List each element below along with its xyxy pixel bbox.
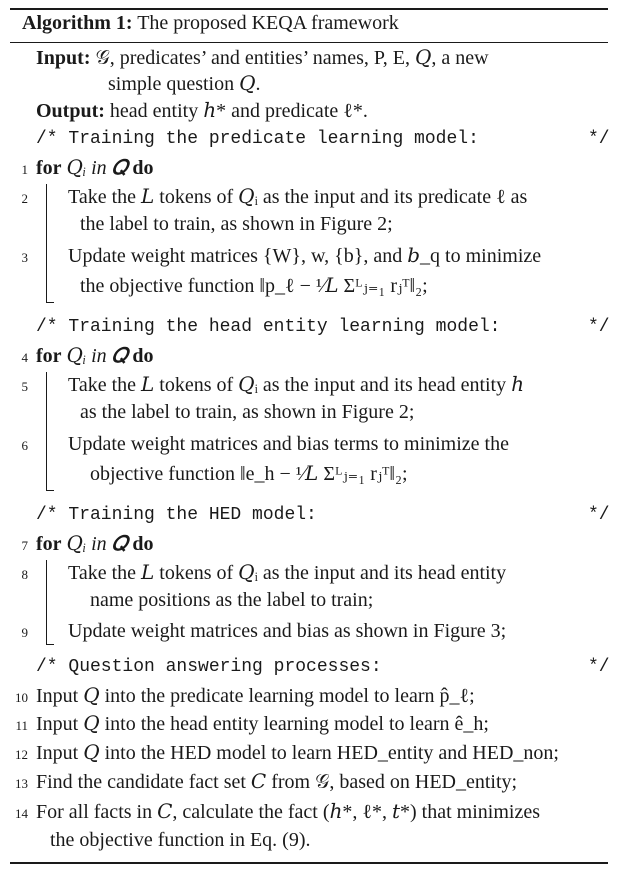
comment-end-2: */	[588, 317, 610, 337]
input-line-2: simple question 𝑄.	[108, 73, 261, 95]
header-rule	[10, 42, 608, 43]
line-number-12: 12	[15, 747, 28, 762]
for-keyword: for	[36, 157, 62, 179]
line-number-1: 1	[21, 162, 28, 177]
output-keyword: Output:	[36, 100, 105, 122]
step-14b: the objective function in Eq. (9).	[50, 829, 311, 851]
line-number-14: 14	[15, 806, 28, 821]
comment-end-3: */	[588, 505, 610, 525]
step-5b: as the label to train, as shown in Figure 2;	[80, 401, 415, 423]
output-text: head entity ℎ* and predicate ℓ*.	[109, 100, 368, 122]
line-number-13: 13	[15, 776, 28, 791]
line-number-5: 5	[21, 379, 28, 394]
step-8a: Take the 𝐿 tokens of 𝑄ᵢ as the input and its head entity	[68, 562, 507, 584]
loop-tick-2	[46, 490, 54, 491]
line-number-4: 4	[21, 350, 28, 365]
bottom-rule	[10, 862, 608, 864]
step-3b: the objective function ‖p_ℓ − ¹⁄𝐿 Σᴸⱼ₌₁ rⱼᵀ‖₂;	[80, 275, 428, 297]
step-5a: Take the 𝐿 tokens of 𝑄ᵢ as the input and its head entity ℎ	[68, 374, 524, 396]
comment-end-1: */	[588, 129, 610, 149]
loop-set: 𝑄	[111, 345, 128, 367]
loop-var: 𝑄ᵢ	[66, 533, 87, 555]
loop-set: 𝑄	[111, 157, 128, 179]
step-2a: Take the 𝐿 tokens of 𝑄ᵢ as the input and its predicate ℓ as	[68, 186, 528, 208]
for-loop-2	[36, 343, 153, 369]
do-keyword: do	[132, 345, 154, 367]
comment-predicate: /* Training the predicate learning model:	[36, 129, 479, 149]
comment-end-4: */	[588, 657, 610, 677]
loop-var: 𝑄ᵢ	[66, 157, 87, 179]
output-line	[36, 98, 368, 124]
step-6a: Update weight matrices and bias terms to minimize the	[68, 433, 509, 455]
step-3a: Update weight matrices {W}, w, {b}, and 𝑏_q to minimize	[68, 245, 542, 267]
step-11: Input 𝑄 into the head entity learning model to learn ê_h;	[36, 713, 489, 735]
algorithm-label: Algorithm 1:	[22, 12, 133, 34]
algorithm-caption: The proposed KEQA framework	[137, 12, 399, 34]
line-number-8: 8	[21, 567, 28, 582]
input-text-1: 𝒢, predicates’ and entities’ names, P, E, 𝑄, a new	[95, 47, 489, 69]
comment-head-entity: /* Training the head entity learning model:	[36, 317, 501, 337]
step-13: Find the candidate fact set 𝐶 from 𝒢, based on HED_entity;	[36, 771, 518, 793]
loop-set: 𝑄	[111, 533, 128, 555]
loop-bar-1	[46, 184, 47, 302]
line-number-7: 7	[21, 538, 28, 553]
for-loop-3	[36, 531, 153, 557]
loop-bar-3	[46, 560, 47, 644]
step-14a: For all facts in 𝐶, calculate the fact (ℎ*, ℓ*, 𝑡*) that minimizes	[36, 801, 540, 823]
comment-qa: /* Question answering processes:	[36, 657, 382, 677]
line-number-6: 6	[21, 438, 28, 453]
step-2b: the label to train, as shown in Figure 2;	[80, 213, 393, 235]
in-keyword: in	[91, 533, 107, 555]
algorithm-box	[10, 0, 608, 877]
algorithm-title	[22, 12, 399, 35]
loop-tick-1	[46, 302, 54, 303]
step-6b: objective function ‖e_h − ¹⁄𝐿 Σᴸⱼ₌₁ rⱼᵀ‖₂;	[90, 463, 408, 485]
top-rule	[10, 8, 608, 10]
do-keyword: do	[132, 157, 154, 179]
line-number-3: 3	[21, 250, 28, 265]
loop-var: 𝑄ᵢ	[66, 345, 87, 367]
input-line	[36, 45, 489, 71]
in-keyword: in	[91, 157, 107, 179]
input-keyword: Input:	[36, 47, 91, 69]
step-10: Input 𝑄 into the predicate learning model to learn p̂_ℓ;	[36, 685, 475, 707]
loop-bar-2	[46, 372, 47, 490]
line-number-2: 2	[21, 191, 28, 206]
step-8b: name positions as the label to train;	[90, 589, 374, 611]
for-keyword: for	[36, 533, 62, 555]
in-keyword: in	[91, 345, 107, 367]
loop-tick-3	[46, 644, 54, 645]
step-9: Update weight matrices and bias as shown in Figure 3;	[68, 620, 507, 642]
for-loop-1	[36, 155, 153, 181]
line-number-9: 9	[21, 625, 28, 640]
line-number-11: 11	[15, 718, 28, 733]
for-keyword: for	[36, 345, 62, 367]
comment-hed: /* Training the HED model:	[36, 505, 317, 525]
do-keyword: do	[132, 533, 154, 555]
step-12: Input 𝑄 into the HED model to learn HED_entity and HED_non;	[36, 742, 559, 764]
line-number-10: 10	[15, 690, 28, 705]
